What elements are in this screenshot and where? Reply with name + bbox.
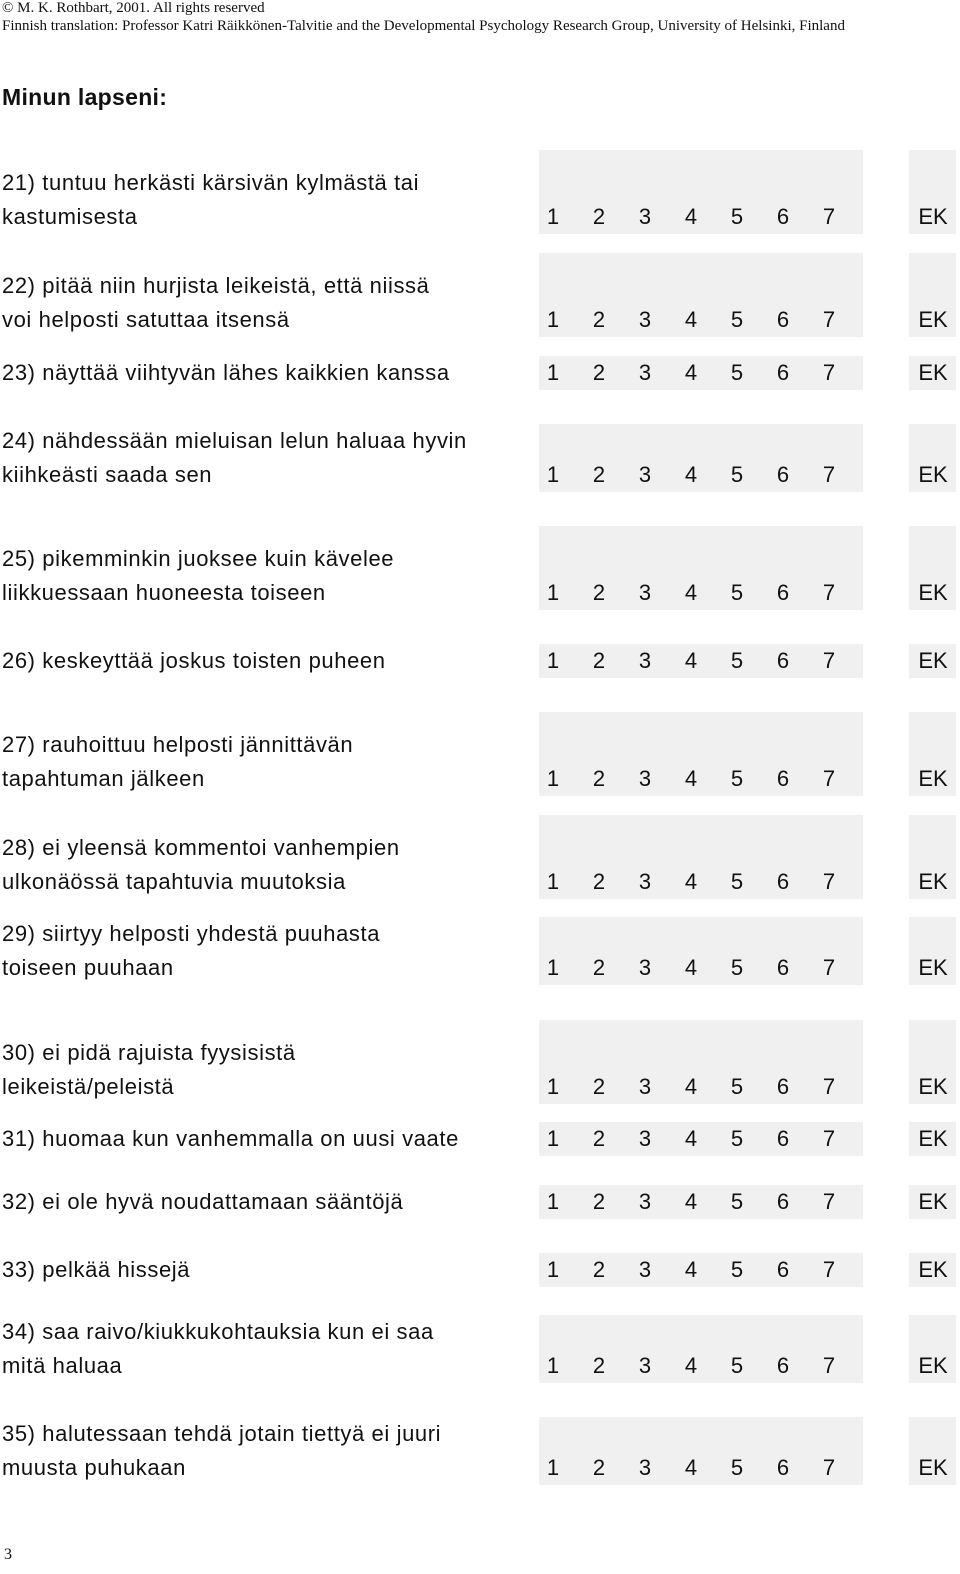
question-row — [0, 815, 960, 899]
rating-option-6[interactable]: 6 — [776, 1257, 790, 1282]
question-text-line: toiseen puuhaan — [2, 955, 174, 980]
rating-scale-box — [539, 1122, 863, 1156]
rating-option-7[interactable]: 7 — [822, 1455, 836, 1480]
rating-option-4[interactable]: 4 — [684, 1353, 698, 1378]
rating-option-2[interactable]: 2 — [592, 1353, 606, 1378]
rating-option-ek[interactable]: EK — [918, 766, 948, 791]
rating-scale-box — [539, 712, 863, 796]
rating-option-3[interactable]: 3 — [638, 580, 652, 605]
rating-option-4[interactable]: 4 — [684, 869, 698, 894]
rating-option-5[interactable]: 5 — [730, 580, 744, 605]
rating-option-1[interactable]: 1 — [546, 360, 560, 385]
rating-option-4[interactable]: 4 — [684, 1455, 698, 1480]
rating-option-3[interactable]: 3 — [638, 1353, 652, 1378]
copyright-line: © M. K. Rothbart, 2001. All rights reserved — [2, 0, 265, 16]
question-row — [0, 1315, 960, 1383]
rating-option-5[interactable]: 5 — [730, 648, 744, 673]
rating-option-1[interactable]: 1 — [546, 869, 560, 894]
rating-option-4[interactable]: 4 — [684, 204, 698, 229]
question-text-line: kiihkeästi saada sen — [2, 462, 213, 487]
question-text-line: 31) huomaa kun vanhemmalla on uusi vaate — [2, 1126, 459, 1151]
rating-option-ek[interactable]: EK — [918, 1257, 948, 1282]
rating-option-3[interactable]: 3 — [638, 1074, 652, 1099]
rating-option-5[interactable]: 5 — [730, 1126, 744, 1151]
rating-option-3[interactable]: 3 — [638, 955, 652, 980]
rating-option-2[interactable]: 2 — [592, 462, 606, 487]
rating-option-1[interactable]: 1 — [546, 1455, 560, 1480]
question-text-line: 24) nähdessään mieluisan lelun haluaa hyvin — [2, 428, 467, 453]
rating-option-1[interactable]: 1 — [546, 1126, 560, 1151]
question-row — [0, 253, 960, 337]
rating-scale-box — [539, 424, 863, 492]
rating-option-1[interactable]: 1 — [546, 766, 560, 791]
rating-option-7[interactable]: 7 — [822, 766, 836, 791]
rating-option-6[interactable]: 6 — [776, 1189, 790, 1214]
rating-scale-box — [539, 1417, 863, 1485]
rating-option-ek[interactable]: EK — [918, 1353, 948, 1378]
rating-option-2[interactable]: 2 — [592, 955, 606, 980]
question-text-line: 27) rauhoittuu helposti jännittävän — [2, 732, 354, 757]
rating-option-6[interactable]: 6 — [776, 462, 790, 487]
rating-option-6[interactable]: 6 — [776, 1455, 790, 1480]
rating-option-1[interactable]: 1 — [546, 1353, 560, 1378]
rating-option-6[interactable]: 6 — [776, 869, 790, 894]
rating-option-2[interactable]: 2 — [592, 1074, 606, 1099]
rating-option-6[interactable]: 6 — [776, 766, 790, 791]
rating-option-ek[interactable]: EK — [918, 580, 948, 605]
rating-option-3[interactable]: 3 — [638, 648, 652, 673]
rating-option-7[interactable]: 7 — [822, 1126, 836, 1151]
rating-option-1[interactable]: 1 — [546, 1074, 560, 1099]
question-row — [0, 1020, 960, 1104]
rating-option-6[interactable]: 6 — [776, 204, 790, 229]
rating-option-2[interactable]: 2 — [592, 869, 606, 894]
rating-option-7[interactable]: 7 — [822, 580, 836, 605]
rating-scale-box — [539, 815, 863, 899]
rating-option-7[interactable]: 7 — [822, 462, 836, 487]
rating-option-5[interactable]: 5 — [730, 360, 744, 385]
rating-option-1[interactable]: 1 — [546, 204, 560, 229]
rating-option-2[interactable]: 2 — [592, 1257, 606, 1282]
question-row — [0, 526, 960, 610]
rating-option-5[interactable]: 5 — [730, 1455, 744, 1480]
rating-scale-box — [539, 526, 863, 610]
rating-option-1[interactable]: 1 — [546, 580, 560, 605]
rating-option-ek[interactable]: EK — [918, 1074, 948, 1099]
rating-option-6[interactable]: 6 — [776, 580, 790, 605]
question-text-line: kastumisesta — [2, 204, 138, 229]
rating-option-ek[interactable]: EK — [918, 360, 948, 385]
question-row — [0, 356, 960, 390]
rating-option-7[interactable]: 7 — [822, 1189, 836, 1214]
rating-option-5[interactable]: 5 — [730, 1257, 744, 1282]
rating-option-6[interactable]: 6 — [776, 1074, 790, 1099]
rating-option-ek[interactable]: EK — [918, 462, 948, 487]
rating-option-5[interactable]: 5 — [730, 307, 744, 332]
question-text-line: 23) näyttää viihtyvän lähes kaikkien kanssa — [2, 360, 450, 385]
rating-option-ek[interactable]: EK — [918, 307, 948, 332]
rating-option-3[interactable]: 3 — [638, 307, 652, 332]
question-text-line: 21) tuntuu herkästi kärsivän kylmästä tai — [2, 170, 420, 195]
question-text-line: mitä haluaa — [2, 1353, 123, 1378]
rating-option-6[interactable]: 6 — [776, 360, 790, 385]
rating-option-7[interactable]: 7 — [822, 648, 836, 673]
rating-option-4[interactable]: 4 — [684, 648, 698, 673]
rating-scale-box — [539, 1315, 863, 1383]
rating-option-2[interactable]: 2 — [592, 766, 606, 791]
rating-option-3[interactable]: 3 — [638, 1257, 652, 1282]
rating-option-3[interactable]: 3 — [638, 1126, 652, 1151]
section-subtitle: Minun lapseni: — [2, 84, 168, 110]
question-text-line: 22) pitää niin hurjista leikeistä, että niissä — [2, 273, 430, 298]
rating-option-7[interactable]: 7 — [822, 1074, 836, 1099]
question-text-line: ulkonäössä tapahtuvia muutoksia — [2, 869, 346, 894]
rating-option-3[interactable]: 3 — [638, 869, 652, 894]
question-text-line: 30) ei pidä rajuista fyysisistä — [2, 1040, 296, 1065]
question-row — [0, 1417, 960, 1485]
rating-option-4[interactable]: 4 — [684, 1126, 698, 1151]
rating-option-2[interactable]: 2 — [592, 204, 606, 229]
rating-option-7[interactable]: 7 — [822, 955, 836, 980]
question-text-line: leikeistä/peleistä — [2, 1074, 175, 1099]
question-row — [0, 1253, 960, 1287]
rating-option-7[interactable]: 7 — [822, 204, 836, 229]
rating-option-5[interactable]: 5 — [730, 955, 744, 980]
rating-option-4[interactable]: 4 — [684, 766, 698, 791]
rating-scale-box — [539, 150, 863, 234]
rating-option-5[interactable]: 5 — [730, 462, 744, 487]
rating-option-2[interactable]: 2 — [592, 648, 606, 673]
question-row — [0, 1185, 960, 1219]
question-row — [0, 1122, 960, 1156]
rating-option-7[interactable]: 7 — [822, 869, 836, 894]
question-row — [0, 424, 960, 492]
rating-option-4[interactable]: 4 — [684, 580, 698, 605]
rating-option-2[interactable]: 2 — [592, 1455, 606, 1480]
rating-scale-box — [539, 1253, 863, 1287]
rating-option-7[interactable]: 7 — [822, 307, 836, 332]
question-text-line: 25) pikemminkin juoksee kuin kävelee — [2, 546, 395, 571]
rating-option-ek[interactable]: EK — [918, 204, 948, 229]
rating-option-3[interactable]: 3 — [638, 360, 652, 385]
rating-option-3[interactable]: 3 — [638, 462, 652, 487]
question-text-line: 33) pelkää hissejä — [2, 1257, 191, 1282]
rating-option-3[interactable]: 3 — [638, 766, 652, 791]
question-row — [0, 712, 960, 796]
rating-scale-box — [539, 1020, 863, 1104]
rating-option-5[interactable]: 5 — [730, 869, 744, 894]
rating-scale-box — [539, 644, 863, 678]
rating-option-5[interactable]: 5 — [730, 204, 744, 229]
rating-option-6[interactable]: 6 — [776, 1126, 790, 1151]
question-text-line: 29) siirtyy helposti yhdestä puuhasta — [2, 921, 381, 946]
rating-option-1[interactable]: 1 — [546, 1189, 560, 1214]
rating-option-3[interactable]: 3 — [638, 1455, 652, 1480]
rating-option-5[interactable]: 5 — [730, 1353, 744, 1378]
translation-credit: Finnish translation: Professor Katri Räikkönen-Talvitie and the Developmental Psychology Research Group, University of Helsinki, Finland — [2, 18, 845, 34]
rating-option-1[interactable]: 1 — [546, 462, 560, 487]
rating-option-2[interactable]: 2 — [592, 1189, 606, 1214]
question-text-line: liikkuessaan huoneesta toiseen — [2, 580, 326, 605]
question-text-line: 35) halutessaan tehdä jotain tiettyä ei juuri — [2, 1421, 442, 1446]
rating-option-2[interactable]: 2 — [592, 307, 606, 332]
rating-option-7[interactable]: 7 — [822, 1353, 836, 1378]
question-text-line: 32) ei ole hyvä noudattamaan sääntöjä — [2, 1189, 404, 1214]
rating-option-4[interactable]: 4 — [684, 1257, 698, 1282]
rating-scale-box — [539, 917, 863, 985]
rating-option-ek[interactable]: EK — [918, 1189, 948, 1214]
rating-option-4[interactable]: 4 — [684, 360, 698, 385]
rating-option-6[interactable]: 6 — [776, 648, 790, 673]
question-row — [0, 917, 960, 985]
rating-option-4[interactable]: 4 — [684, 955, 698, 980]
rating-option-5[interactable]: 5 — [730, 1189, 744, 1214]
rating-scale-box — [539, 1185, 863, 1219]
rating-option-4[interactable]: 4 — [684, 307, 698, 332]
rating-option-1[interactable]: 1 — [546, 1257, 560, 1282]
rating-option-6[interactable]: 6 — [776, 1353, 790, 1378]
question-text-line: muusta puhukaan — [2, 1455, 186, 1480]
rating-option-4[interactable]: 4 — [684, 1189, 698, 1214]
question-text-line: 34) saa raivo/kiukkukohtauksia kun ei saa — [2, 1319, 434, 1344]
question-row — [0, 644, 960, 678]
rating-option-1[interactable]: 1 — [546, 648, 560, 673]
question-text-line: voi helposti satuttaa itsensä — [2, 307, 290, 332]
rating-option-7[interactable]: 7 — [822, 360, 836, 385]
rating-option-5[interactable]: 5 — [730, 766, 744, 791]
rating-option-ek[interactable]: EK — [918, 1455, 948, 1480]
rating-option-4[interactable]: 4 — [684, 1074, 698, 1099]
rating-option-2[interactable]: 2 — [592, 580, 606, 605]
rating-option-ek[interactable]: EK — [918, 648, 948, 673]
rating-option-3[interactable]: 3 — [638, 1189, 652, 1214]
question-text-line: 26) keskeyttää joskus toisten puheen — [2, 648, 386, 673]
rating-option-ek[interactable]: EK — [918, 955, 948, 980]
rating-scale-box — [539, 356, 863, 390]
rating-option-2[interactable]: 2 — [592, 1126, 606, 1151]
rating-option-7[interactable]: 7 — [822, 1257, 836, 1282]
rating-option-1[interactable]: 1 — [546, 307, 560, 332]
question-row — [0, 150, 960, 234]
rating-option-5[interactable]: 5 — [730, 1074, 744, 1099]
rating-option-ek[interactable]: EK — [918, 1126, 948, 1151]
rating-option-6[interactable]: 6 — [776, 307, 790, 332]
question-text-line: 28) ei yleensä kommentoi vanhempien — [2, 835, 400, 860]
page-number: 3 — [4, 1546, 12, 1563]
rating-option-1[interactable]: 1 — [546, 955, 560, 980]
rating-option-6[interactable]: 6 — [776, 955, 790, 980]
rating-option-2[interactable]: 2 — [592, 360, 606, 385]
rating-option-4[interactable]: 4 — [684, 462, 698, 487]
question-text-line: tapahtuman jälkeen — [2, 766, 205, 791]
rating-option-3[interactable]: 3 — [638, 204, 652, 229]
rating-scale-box — [539, 253, 863, 337]
rating-option-ek[interactable]: EK — [918, 869, 948, 894]
